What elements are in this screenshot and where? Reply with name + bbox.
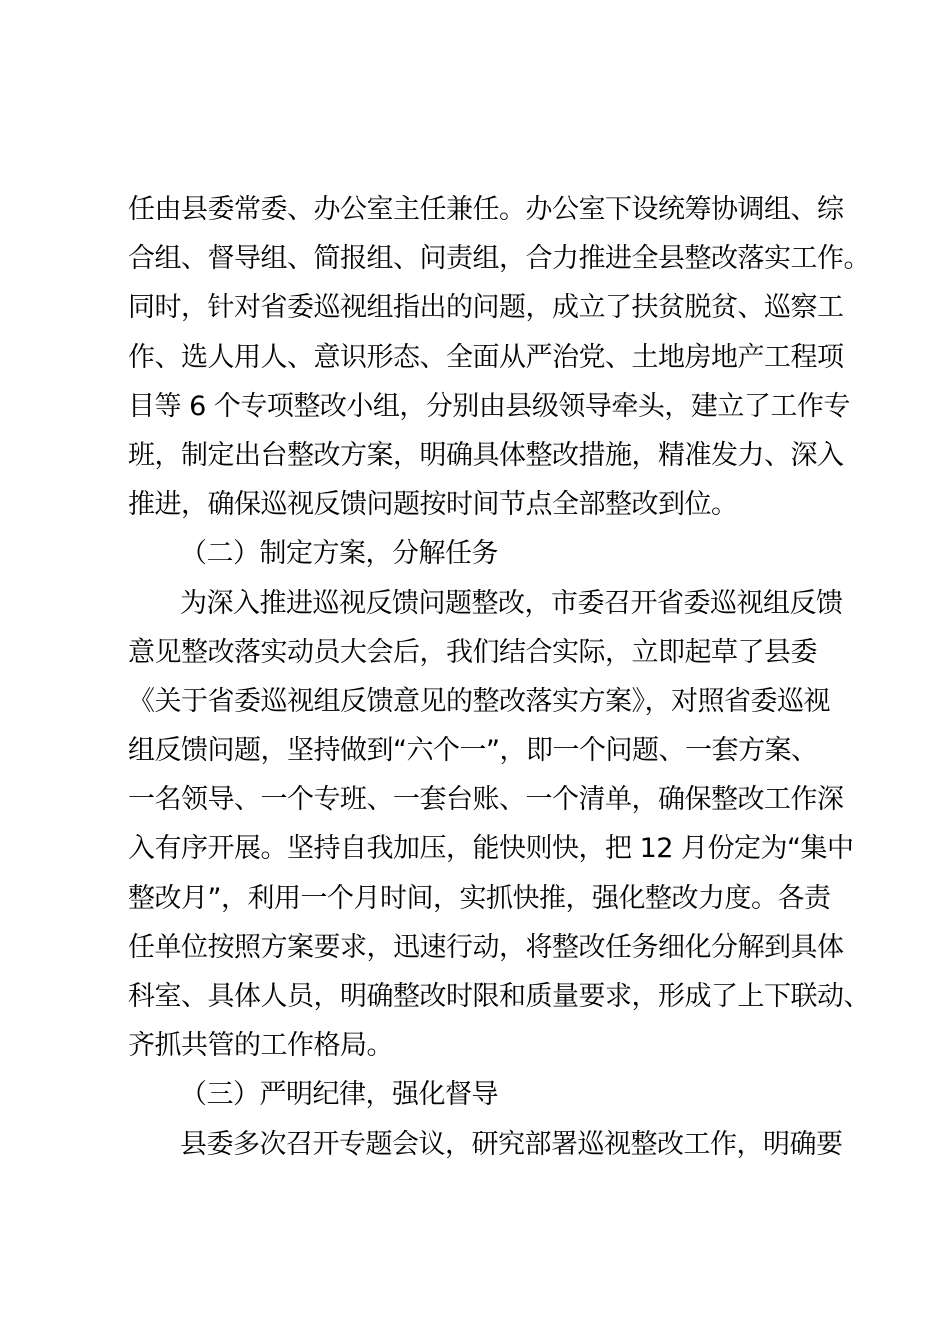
body-text <box>128 185 870 1169</box>
paragraph-line: 同时，针对省委巡视组指出的问题，成立了扶贫脱贫、巡察工 <box>128 292 844 324</box>
paragraph-line: 整改月”，利用一个月时间，实抓快推，强化整改力度。各责 <box>128 882 831 914</box>
paragraph-line: 任单位按照方案要求，迅速行动，将整改任务细化分解到具体 <box>128 931 844 963</box>
paragraph-line: 意见整改落实动员大会后，我们结合实际，立即起草了县委 <box>128 636 817 668</box>
paragraph-line: 作、选人用人、意识形态、全面从严治党、土地房地产工程项 <box>128 341 844 373</box>
paragraph-line: 目等 6 个专项整改小组，分别由县级领导牵头，建立了工作专 <box>128 390 850 422</box>
paragraph-line: 入有序开展。坚持自我加压，能快则快，把 12 月份定为“集中 <box>128 833 854 865</box>
paragraph-line: 任由县委常委、办公室主任兼任。办公室下设统筹协调组、综 <box>128 194 844 225</box>
paragraph-line: 科室、具体人员，明确整改时限和质量要求，形成了上下联动、 <box>128 981 870 1012</box>
paragraph-line: 班，制定出台整改方案，明确具体整改措施，精准发力、深入 <box>128 439 844 471</box>
paragraph-line: 合组、督导组、简报组、问责组，合力推进全县整改落实工作。 <box>128 243 870 275</box>
paragraph-line: 为深入推进巡视反馈问题整改，市委召开省委巡视组反馈 <box>180 587 843 619</box>
section-heading: （三）严明纪律，强化督导 <box>180 1079 498 1111</box>
section-heading: （二）制定方案，分解任务 <box>180 538 498 570</box>
paragraph-line: 《关于省委巡视组反馈意见的整改落实方案》，对照省委巡视 <box>128 685 830 717</box>
paragraph-line: 县委多次召开专题会议，研究部署巡视整改工作，明确要 <box>180 1128 843 1160</box>
paragraph-line: 一名领导、一个专班、一套台账、一个清单，确保整改工作深 <box>128 784 844 816</box>
paragraph-line: 组反馈问题，坚持做到“六个一”，即一个问题、一套方案、 <box>128 735 818 767</box>
paragraph-line: 齐抓共管的工作格局。 <box>128 1030 393 1062</box>
paragraph-line: 推进，确保巡视反馈问题按时间节点全部整改到位。 <box>128 489 738 521</box>
